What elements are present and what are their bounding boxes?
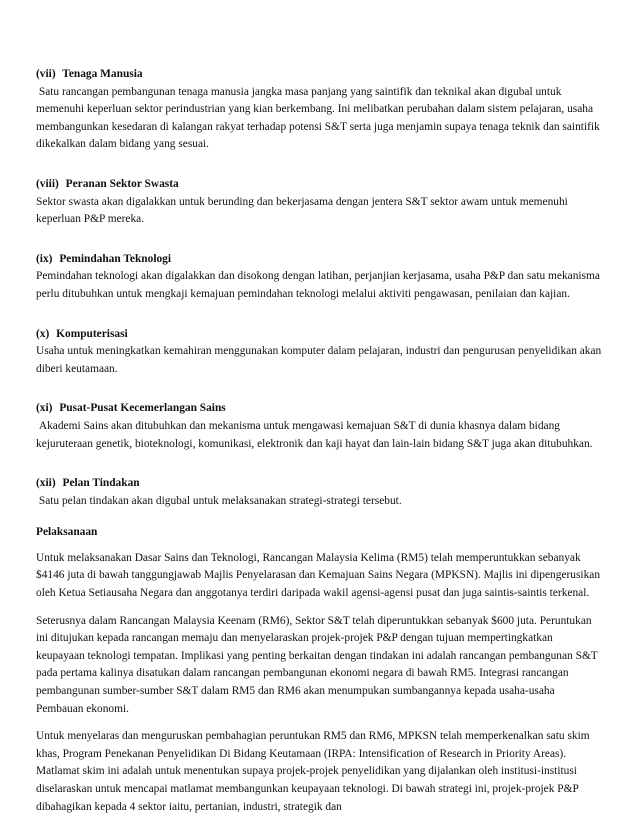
pelaksanaan-paragraph-1: Untuk melaksanakan Dasar Sains dan Teknologi, Rancangan Malaysia Kelima (RM5) telah memperuntukkan sebanyak $4146 juta di bawah tanggungjawab Majlis Penyelarasan dan Kemajuan Sains Negara (MPKSN). Majlis ini dipengerusikan oleh Ketua Setiausaha Negara dan anggotanya terdiri daripada wakil agensi-agensi pusat dan juga saintis-saintis terkenal. xyxy=(36,551,601,600)
document-page xyxy=(36,66,604,826)
section-number: (vii) xyxy=(36,68,56,80)
section-title: Pemindahan Teknologi xyxy=(59,252,172,265)
section-text: Pemindahan teknologi akan digalakkan dan disokong dengan latihan, perjanjian kerjasama, usaha P&P dan satu mekanisma perlu ditubuhkan untuk mengkaji kemajuan pemindahan teknologi melalui aktiviti pengawasan, penilaian dan kajian. xyxy=(36,270,600,300)
section-tenaga-manusia xyxy=(36,66,604,154)
section-heading xyxy=(36,176,604,194)
section-pemindahan-teknologi xyxy=(36,251,604,304)
section-title: Komputerisasi xyxy=(56,327,128,340)
section-number: (viii) xyxy=(36,177,59,190)
section-text: Satu pelan tindakan akan digubal untuk melaksanakan strategi-strategi tersebut. xyxy=(36,494,402,507)
section-number: (xi) xyxy=(36,402,53,415)
pelaksanaan-paragraph-2: Seterusnya dalam Rancangan Malaysia Keenam (RM6), Sektor S&T telah diperuntukkan sebanyak $600 juta. Peruntukan ini ditujukan kepada rancangan memaju dan menyelaraskan projek-projek P&P dengan tujuan mempertingkatkan keupayaan teknologi tempatan. Implikasi yang penting berkaitan dengan tindakan ini adalah rancangan pembangunan S&T pada pertama kalinya disatukan dalam rancangan pembangunan ekonomi negara di bawah RM5. Integrasi rancangan pembangunan sumber-sumber S&T dalam RM5 dan RM6 akan menumpukan sumbangannya kepada usaha-usaha Pembauan ekonomi. xyxy=(36,614,598,715)
section-heading xyxy=(36,66,604,84)
section-number: (xii) xyxy=(36,477,56,490)
section-heading xyxy=(36,400,604,418)
section-komputerisasi xyxy=(36,326,604,379)
section-text: Satu rancangan pembangunan tenaga manusia jangka masa panjang yang saintifik dan teknikal akan digubal untuk memenuhi keperluan sektor perindustrian yang kian berkembang. Ini melibatkan perubahan dalam sistem pelajaran, usaha membangunkan kesedaran di kalangan rakyat terhadap potensi S&T serta juga menjamin supaya tenaga teknik dan saintifik dikekalkan dalam bidang yang sesuai. xyxy=(36,85,603,151)
section-pelan-tindakan xyxy=(36,475,604,510)
section-title: Peranan Sektor Swasta xyxy=(65,177,179,190)
section-title: Pelan Tindakan xyxy=(62,477,140,490)
section-title: Pusat-Pusat Kecemerlangan Sains xyxy=(59,402,226,415)
section-number: (ix) xyxy=(36,252,53,265)
section-title: Tenaga Manusia xyxy=(62,68,143,80)
section-heading xyxy=(36,326,604,344)
section-text: Usaha untuk meningkatkan kemahiran menggunakan komputer dalam pelajaran, industri dan pengurusan penyelidikan akan diberi keutamaan. xyxy=(36,345,602,375)
section-text: Sektor swasta akan digalakkan untuk berunding dan bekerjasama dengan jentera S&T sektor awam untuk memenuhi keperluan P&P mereka. xyxy=(36,195,568,226)
section-pusat-kecemerlangan-sains xyxy=(36,400,604,453)
section-number: (x) xyxy=(36,327,50,340)
pelaksanaan-paragraph-3: Untuk menyelaras dan menguruskan pembahagian peruntukan RM5 dan RM6, MPKSN telah memperkenalkan satu skim khas, Program Penekanan Penyelidikan Di Bidang Keutamaan (IRPA: Intensification of Research in Priority Areas). Matlamat skim ini adalah untuk menentukan supaya projek-projek penyelidikan yang dijalankan oleh institusi-institusi diselaraskan untuk mencapai matlamat membangunkan keupayaan teknologi. Di bawah strategi ini, projek-projek P&P dibahagikan kepada 4 sektor iaitu, pertanian, industri, strategik dan xyxy=(36,730,590,813)
section-heading xyxy=(36,475,604,493)
section-heading xyxy=(36,251,604,269)
section-peranan-sektor-swasta xyxy=(36,176,604,229)
pelaksanaan-heading: Pelaksanaan xyxy=(36,526,98,539)
section-text: Akademi Sains akan ditubuhkan dan mekanisma untuk mengawasi kemajuan S&T di dunia khasnya dalam bidang kejuruteraan genetik, bioteknologi, komunikasi, elektronik dan kaji hayat dan lain-lain bidang S&T juga akan ditubuhkan. xyxy=(36,419,593,450)
